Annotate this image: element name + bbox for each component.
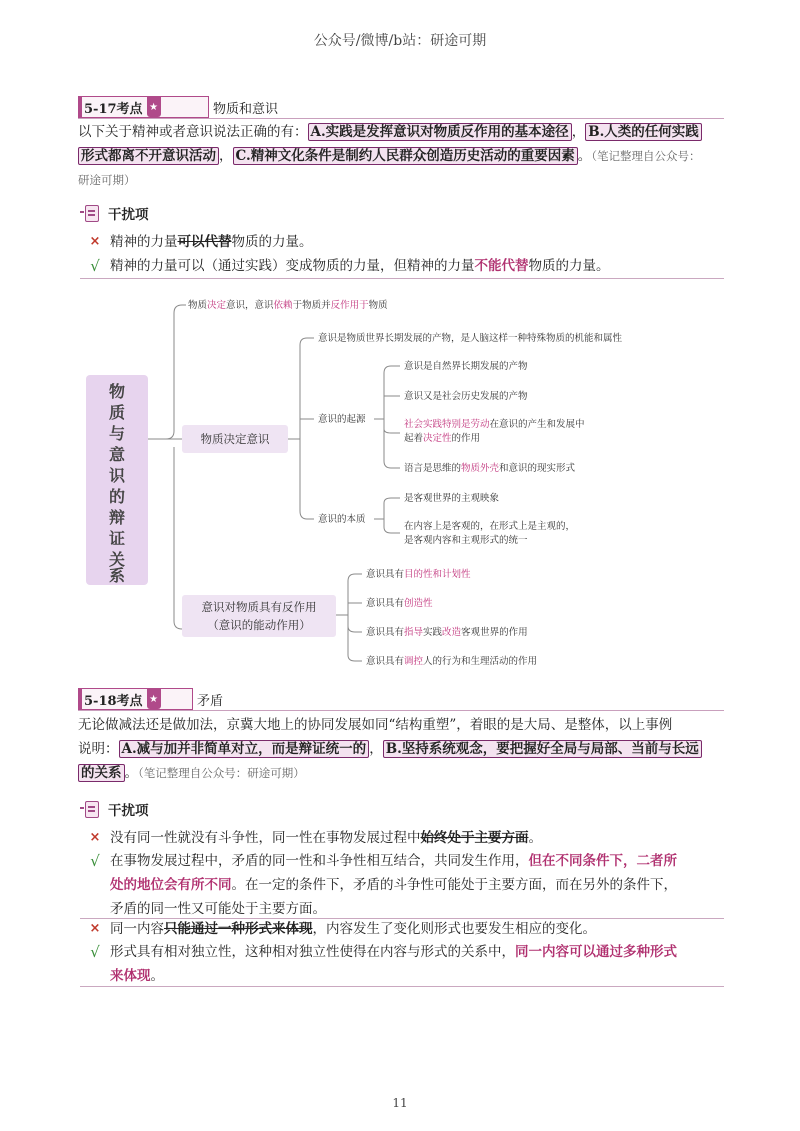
text-part: 精神的力量可以（通过实践）变成物质的力量，但精神的力量 — [110, 258, 475, 274]
wrong-statement — [80, 230, 724, 254]
text-part: 没有同一性就没有斗争性，同一性在事物发展过程中 — [110, 830, 421, 846]
statement-divider — [80, 278, 724, 279]
topic-id: 5-17考点 — [84, 101, 143, 117]
root-char: 系 — [108, 566, 126, 585]
answer-b-part1: B.坚持系统观念，要把握好全局与局部、当前与长远 — [383, 740, 702, 758]
cross-icon: × — [89, 830, 101, 845]
topic-title: 矛盾 — [197, 693, 224, 709]
statement-divider — [80, 986, 724, 987]
distractor-heading — [80, 203, 149, 223]
wrong-statement — [80, 826, 724, 850]
check-icon: √ — [90, 257, 100, 275]
question-paragraph-5-17: 以下关于精神或者意识说法正确的有： A.实践是发挥意识对物质反作用的基本途径 ， B.人类的任何实践 形式都离不开意识活动 ， C.精神文化条件是制约人民群众创造历史活动的重要因素 。（笔记整理自公众号： 研途可期） — [78, 124, 701, 187]
answer-c: C.精神文化条件是制约人民群众创造历史活动的重要因素 — [233, 147, 578, 165]
answer-b-part1: B.人类的任何实践 — [585, 123, 702, 141]
root-char: 意 — [108, 445, 126, 464]
source-note-end: 研途可期） — [78, 173, 136, 187]
topic-divider — [78, 710, 724, 711]
emphasis-text: 处的地位会有所不同 — [110, 877, 232, 893]
leaf-text: 在内容上是客观的，在形式上是主观的， — [404, 521, 576, 532]
question-intro: 以下关于精神或者意识说法正确的有： — [78, 124, 308, 140]
leaf-text: 意识具有调控人的行为和生理活动的作用 — [366, 656, 538, 667]
branch-label: 意识对物质具有反作用 — [201, 600, 317, 614]
root-title — [109, 382, 126, 585]
wrong-statement — [80, 917, 724, 941]
correct-statement — [80, 254, 724, 278]
star-icon: ★ — [147, 97, 161, 117]
document-icon — [80, 204, 102, 222]
text-part: ，内容发生了变化则形式也要发生相应的变化。 — [312, 921, 596, 937]
root-char: 的 — [108, 487, 126, 506]
text-part: 物质的力量。 — [528, 258, 610, 274]
source-note: （笔记整理自公众号： — [591, 149, 701, 163]
topic-divider — [78, 118, 724, 119]
leaf-text: 是客观世界的主观映象 — [404, 493, 500, 504]
check-icon: √ — [90, 943, 100, 961]
branch-label: （意识的能动作用） — [207, 618, 311, 632]
correct-statement — [80, 849, 724, 921]
mind-map — [78, 293, 728, 675]
document-icon — [80, 800, 102, 818]
answer-b-part2: 的关系 — [78, 764, 125, 782]
answer-a: A.实践是发挥意识对物质反作用的基本途径 — [308, 123, 572, 141]
distractor-title: 干扰项 — [108, 207, 149, 223]
leaf-text: 意识具有目的性和计划性 — [366, 569, 471, 580]
origin-node: 意识的起源 — [318, 414, 366, 425]
emphasis-text: 不能代替 — [474, 258, 529, 274]
cross-icon: × — [89, 234, 101, 249]
root-char: 与 — [108, 424, 126, 443]
correct-statement — [80, 940, 724, 988]
topic-heading-5-18 — [78, 688, 223, 710]
leaf-text: 意识具有创造性 — [366, 598, 433, 609]
text-part: 物质的力量。 — [231, 234, 313, 250]
text-part: 在事物发展过程中，矛盾的同一性和斗争性相互结合，共同发生作用， — [110, 853, 529, 869]
topic-label-box — [78, 96, 209, 118]
top-relation-text: 物质决定意识，意识依赖于物质并反作用于物质 — [188, 300, 388, 311]
text-part: 同一内容 — [110, 921, 164, 937]
branch-label: 物质决定意识 — [200, 432, 270, 446]
root-char: 关 — [108, 550, 126, 569]
leaf-text: 意识是自然界长期发展的产物 — [404, 361, 528, 372]
answer-b-part2: 形式都离不开意识活动 — [78, 147, 219, 165]
text-part: 。在一定的条件下，矛盾的斗争性可能处于主要方面，而在另外的条件下， — [231, 877, 677, 893]
answer-a: A.减与加并非简单对立，而是辩证统一的 — [119, 740, 370, 758]
struck-text: 可以代替 — [177, 234, 232, 250]
source-note: （笔记整理自公众号：研途可期） — [138, 766, 305, 780]
essence-node: 意识的本质 — [318, 514, 366, 525]
leaf-text: 语言是思维的物质外壳和意识的现实形式 — [404, 463, 576, 474]
leaf-text: 起着决定性的作用 — [404, 433, 481, 444]
leaf-text: 意识具有指导实践改造客观世界的作用 — [366, 627, 528, 638]
text-part: 。 — [528, 830, 542, 846]
question-intro-end: 说明： — [78, 741, 119, 757]
topic-label-box — [78, 688, 193, 710]
emphasis-text: 但在不同条件下，二者所 — [528, 853, 677, 869]
emphasis-text: 同一内容可以通过多种形式 — [515, 944, 677, 960]
page-number: 11 — [392, 1096, 408, 1110]
leaf-text: 意识是物质世界长期发展的产物，是人脑这样一种特殊物质的机能和属性 — [318, 333, 623, 344]
root-char: 证 — [108, 529, 126, 548]
question-paragraph-5-18: 无论做减法还是做加法，京冀大地上的协同发展如同“结构重塑”，着眼的是大局、是整体，以上事例 说明： A.减与加并非简单对立，而是辩证统一的 ， B.坚持系统观念，要把握好全局与局部、当前与长远 的关系 。（笔记整理自公众号：研途可期） — [78, 713, 724, 785]
star-icon: ★ — [147, 689, 161, 709]
check-icon: √ — [90, 852, 100, 870]
distractor-title: 干扰项 — [108, 803, 149, 819]
text-part: 形式具有相对独立性，这种相对独立性使得在内容与形式的关系中， — [110, 944, 515, 960]
question-intro: 无论做减法还是做加法，京冀大地上的协同发展如同“结构重塑”，着眼的是大局、是整体，以上事例 — [78, 717, 673, 733]
root-char: 物 — [108, 382, 126, 401]
topic-title: 物质和意识 — [213, 101, 279, 117]
text-part: 。 — [150, 968, 164, 984]
leaf-text: 社会实践特别是劳动在意识的产生和发展中 — [404, 419, 585, 430]
root-char: 识 — [108, 466, 126, 485]
page-header: 公众号/微博/b站：研途可期 — [313, 33, 487, 49]
root-char: 质 — [108, 403, 126, 422]
struck-text: 只能通过一种形式来体现 — [164, 921, 313, 937]
connector — [148, 305, 186, 439]
topic-id: 5-18考点 — [84, 693, 143, 709]
emphasis-text: 来体现 — [110, 968, 151, 984]
leaf-text: 意识又是社会历史发展的产物 — [404, 391, 528, 402]
text-part: 矛盾的同一性又可能处于主要方面。 — [110, 901, 326, 917]
cross-icon: × — [89, 921, 101, 936]
struck-text: 始终处于主要方面 — [420, 830, 529, 846]
distractor-heading — [80, 799, 149, 819]
topic-heading-5-17 — [78, 96, 278, 118]
text-part: 精神的力量 — [110, 234, 178, 250]
root-char: 辩 — [108, 508, 126, 527]
leaf-text: 是客观内容和主观形式的统一 — [404, 535, 528, 546]
